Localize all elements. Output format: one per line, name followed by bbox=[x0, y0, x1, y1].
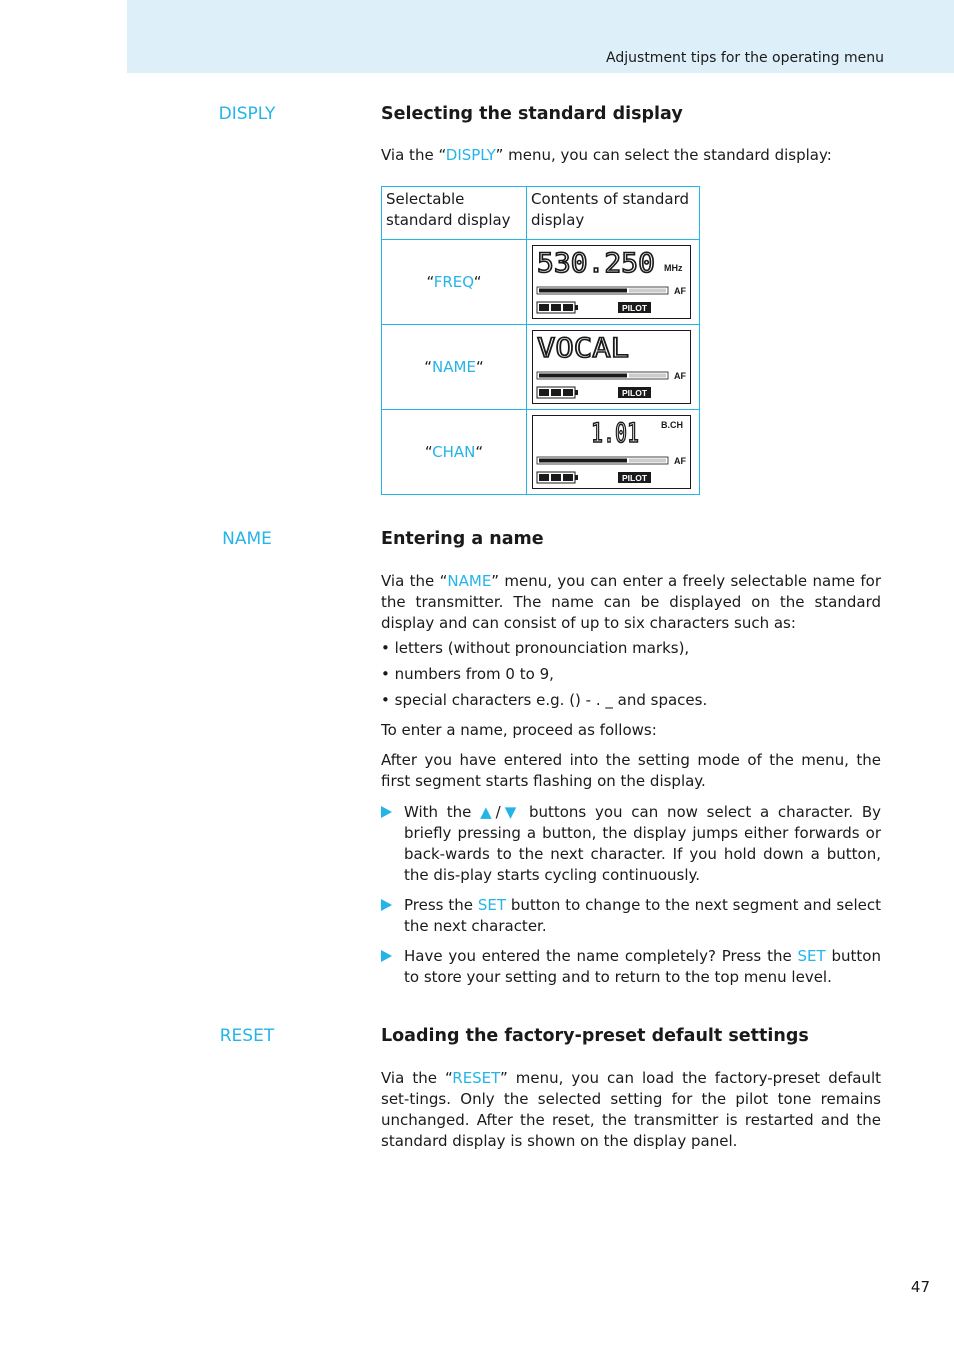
battery-icon bbox=[537, 472, 578, 483]
table-header-col1: Selectable standard display bbox=[382, 187, 527, 240]
table-row bbox=[382, 410, 700, 495]
row-label-freq: “FREQ“ bbox=[382, 240, 527, 325]
lcd-display-chan bbox=[532, 415, 691, 489]
lcd-display-freq bbox=[532, 245, 691, 319]
arrow-bullet-icon bbox=[381, 806, 392, 818]
af-meter bbox=[537, 287, 668, 294]
list-item: • letters (without pronounciation marks), bbox=[381, 639, 690, 657]
af-meter bbox=[537, 372, 668, 379]
table-row bbox=[382, 240, 700, 325]
table-header-row bbox=[382, 187, 700, 240]
arrow-bullet-icon bbox=[381, 950, 392, 962]
name-paragraph-2: To enter a name, proceed as follows: bbox=[381, 721, 657, 739]
lcd-cell bbox=[527, 240, 700, 325]
af-label: AF bbox=[674, 286, 686, 296]
lcd-main-text: 1.01 bbox=[591, 418, 639, 449]
list-item: • numbers from 0 to 9, bbox=[381, 665, 554, 683]
af-meter bbox=[537, 457, 668, 464]
page-number: 47 bbox=[910, 1278, 930, 1296]
lcd-display-name bbox=[532, 330, 691, 404]
down-arrow-icon: ▼ bbox=[500, 803, 521, 821]
instruction-step-1: With the ▲/▼ buttons you can now select a character. By briefly pressing a button, the display jumps either forwards or back-wards to the next character. If you hold down a button, the dis-play starts cycling continuously. bbox=[381, 802, 881, 886]
disply-intro: Via the “DISPLY” menu, you can select the standard display: bbox=[381, 146, 832, 164]
lcd-cell bbox=[527, 410, 700, 495]
af-label: AF bbox=[674, 371, 686, 381]
keyword-reset: RESET bbox=[219, 1026, 275, 1046]
lcd-unit: B.CH bbox=[661, 420, 683, 430]
pilot-label: PILOT bbox=[621, 473, 648, 483]
standard-display-table bbox=[381, 186, 700, 495]
af-label: AF bbox=[674, 456, 686, 466]
pilot-label: PILOT bbox=[621, 388, 648, 398]
table-row bbox=[382, 325, 700, 410]
heading-disply: Selecting the standard display bbox=[381, 104, 683, 124]
up-arrow-icon: ▲ bbox=[480, 803, 496, 821]
row-label-chan: “CHAN“ bbox=[382, 410, 527, 495]
battery-icon bbox=[537, 302, 578, 313]
reset-intro: Via the “RESET” menu, you can load the factory-preset default set-tings. Only the selected setting for the pilot tone remains unchanged. After the reset, the transmitter is restarted and the standard display is shown on the display panel. bbox=[381, 1069, 881, 1150]
keyword-name: NAME bbox=[222, 529, 272, 549]
instruction-step-3: Have you entered the name completely? Press the SET button to store your setting and to return to the top menu level. bbox=[381, 946, 881, 988]
list-item: • special characters e.g. () - . _ and spaces. bbox=[381, 691, 708, 709]
running-header: Adjustment tips for the operating menu bbox=[606, 50, 884, 66]
row-label-name: “NAME“ bbox=[382, 325, 527, 410]
heading-name: Entering a name bbox=[381, 529, 544, 549]
name-intro: Via the “NAME” menu, you can enter a freely selectable name for the transmitter. The name can be displayed on the standard display and can consist of up to six characters such as: bbox=[381, 572, 882, 632]
arrow-bullet-icon bbox=[381, 899, 392, 911]
table-header-col2: Contents of standard display bbox=[527, 187, 700, 240]
name-paragraph-3: After you have entered into the setting mode of the menu, the first segment starts flashing on the display. bbox=[381, 751, 881, 790]
lcd-cell bbox=[527, 325, 700, 410]
pilot-label: PILOT bbox=[621, 303, 648, 313]
lcd-unit: MHz bbox=[664, 263, 683, 273]
heading-reset: Loading the factory-preset default settings bbox=[381, 1026, 809, 1046]
lcd-main-text: VOCAL bbox=[537, 333, 629, 364]
instruction-step-2: Press the SET button to change to the next segment and select the next character. bbox=[381, 895, 881, 937]
lcd-main-text: 530.250 bbox=[537, 248, 655, 279]
battery-icon bbox=[537, 387, 578, 398]
keyword-disply: DISPLY bbox=[218, 104, 276, 124]
